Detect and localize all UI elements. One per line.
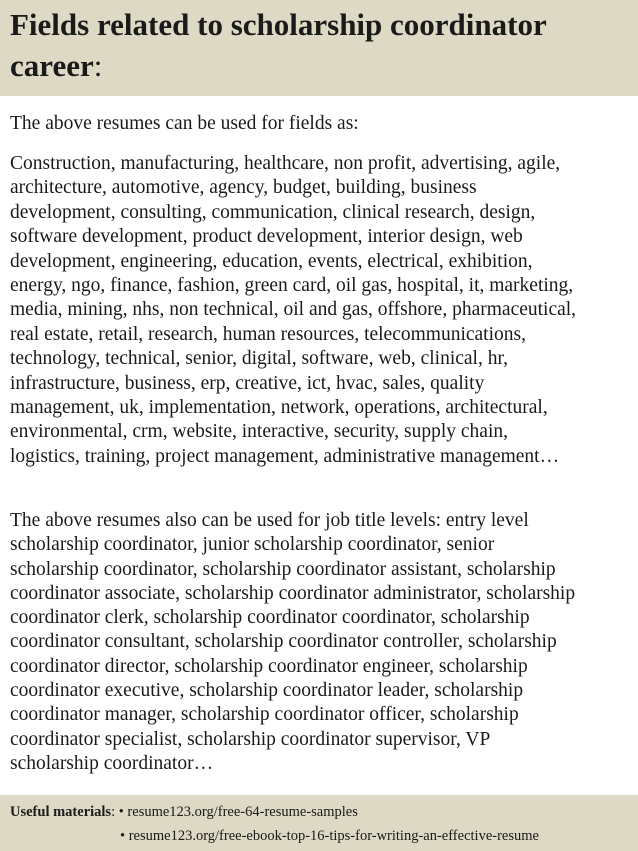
job-levels-line: coordinator executive, scholarship coordinator leader, scholarship <box>10 680 524 702</box>
job-levels-line: coordinator consultant, scholarship coordinator controller, scholarship <box>10 631 557 653</box>
job-levels-line: scholarship coordinator, scholarship coordinator assistant, scholarship <box>10 558 556 580</box>
job-levels-line: coordinator director, scholarship coordinator engineer, scholarship <box>10 655 528 677</box>
fields-line: infrastructure, business, erp, creative, ict, hvac, sales, quality <box>10 372 485 394</box>
fields-line: logistics, training, project management, administrative management… <box>10 445 560 467</box>
ebook-tips-link[interactable]: • resume123.org/free-ebook-top-16-tips-for-writing-an-effective-resume <box>120 828 539 844</box>
job-levels-line: coordinator manager, scholarship coordinator officer, scholarship <box>10 704 519 726</box>
fields-line: energy, ngo, finance, fashion, green card, oil gas, hospital, it, marketing, <box>10 275 574 297</box>
fields-line: software development, product development, interior design, web <box>10 226 523 248</box>
page-title-colon: : <box>93 48 103 83</box>
page-title-text: Fields related to scholarship coordinator career <box>10 7 547 83</box>
fields-intro: The above resumes can be used for fields as: <box>10 113 359 134</box>
job-levels-line: coordinator clerk, scholarship coordinator coordinator, scholarship <box>10 607 530 629</box>
fields-list <box>10 152 635 469</box>
job-levels-paragraph <box>10 509 635 776</box>
job-levels-line: coordinator specialist, scholarship coordinator supervisor, VP <box>10 728 491 750</box>
useful-materials-footer <box>0 795 638 851</box>
fields-line: media, mining, nhs, non technical, oil and gas, offshore, pharmaceutical, <box>10 299 577 321</box>
fields-line: development, engineering, education, events, electrical, exhibition, <box>10 250 533 272</box>
fields-line: technology, technical, senior, digital, software, web, clinical, hr, <box>10 348 509 370</box>
page-title <box>10 4 630 86</box>
job-levels-line: scholarship coordinator… <box>10 752 214 774</box>
ebook-link-row <box>120 825 539 847</box>
title-band <box>0 0 638 96</box>
useful-materials-separator: : <box>111 804 119 820</box>
fields-line: development, consulting, communication, clinical research, design, <box>10 201 536 223</box>
job-levels-line: scholarship coordinator, junior scholarship coordinator, senior <box>10 534 495 556</box>
fields-line: environmental, crm, website, interactive, security, supply chain, <box>10 421 508 443</box>
job-levels-line: coordinator associate, scholarship coordinator administrator, scholarship <box>10 582 576 604</box>
fields-line: architecture, automotive, agency, budget, building, business <box>10 177 477 199</box>
fields-line: Construction, manufacturing, healthcare, non profit, advertising, agile, <box>10 153 561 174</box>
job-levels-line: The above resumes also can be used for job title levels: entry level <box>10 510 529 531</box>
useful-materials-row <box>10 801 358 823</box>
useful-materials-label: Useful materials <box>10 804 112 820</box>
resume-samples-link[interactable]: • resume123.org/free-64-resume-samples <box>118 804 358 820</box>
fields-line: real estate, retail, research, human resources, telecommunications, <box>10 323 526 345</box>
fields-line: management, uk, implementation, network, operations, architectural, <box>10 397 548 419</box>
